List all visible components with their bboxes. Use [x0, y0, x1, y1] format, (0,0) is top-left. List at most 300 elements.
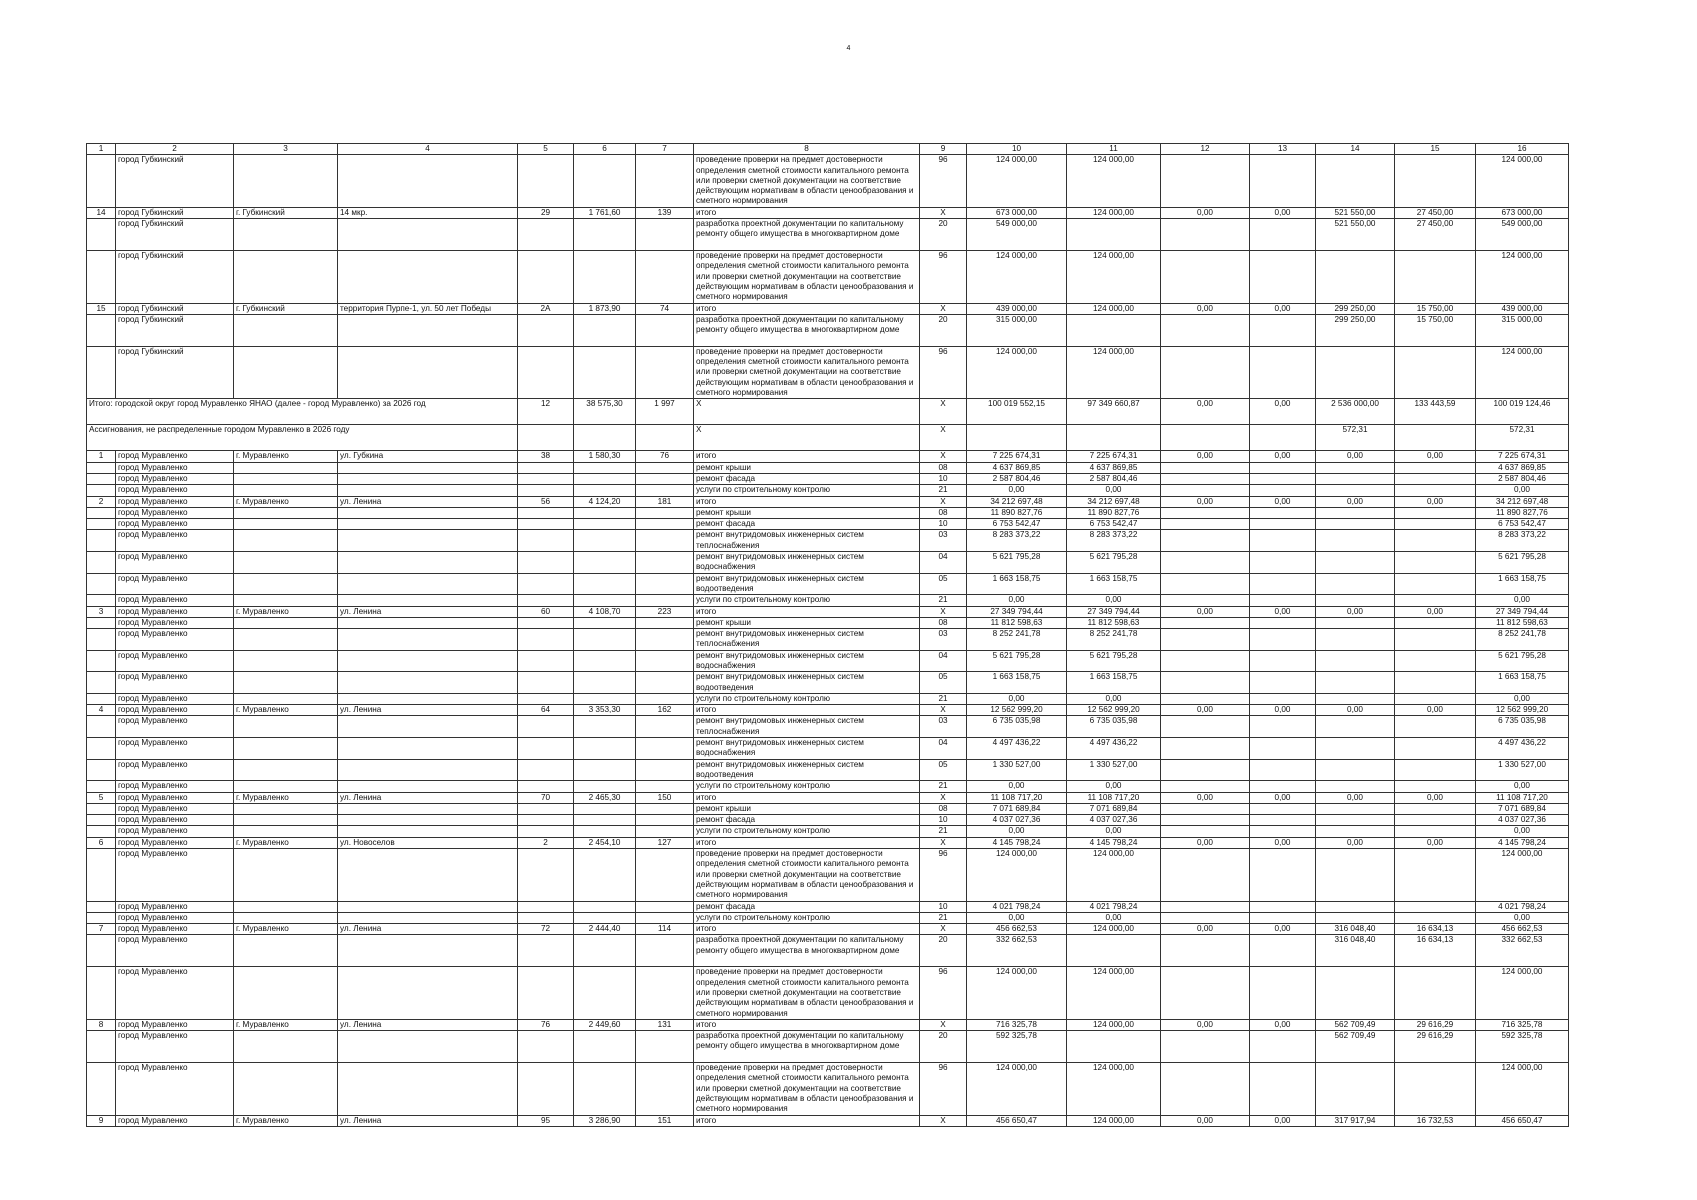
- table-cell: [1250, 826, 1316, 837]
- table-cell: [1250, 485, 1316, 496]
- table-cell: [234, 314, 338, 346]
- table-cell: [87, 650, 116, 672]
- table-cell: город Губкинский: [116, 251, 234, 303]
- table-cell: 0,00: [1395, 496, 1476, 507]
- table-row: [87, 519, 1569, 530]
- table-cell: 0,00: [967, 781, 1067, 792]
- table-cell: [234, 849, 338, 901]
- table-cell: 592 325,78: [967, 1031, 1067, 1063]
- table-cell: 317 917,94: [1316, 1115, 1395, 1126]
- table-cell: 76: [636, 451, 694, 462]
- table-cell: 12 562 999,20: [967, 705, 1067, 716]
- table-row: [87, 473, 1569, 484]
- table-cell: [1161, 519, 1250, 530]
- table-cell: [574, 803, 636, 814]
- table-row: [87, 826, 1569, 837]
- table-cell: 1 330 527,00: [1067, 759, 1161, 781]
- table-cell: 11 812 598,63: [1476, 617, 1569, 628]
- table-cell: г. Муравленко: [234, 1019, 338, 1030]
- table-cell: ремонт фасада: [694, 473, 920, 484]
- table-cell: 162: [636, 705, 694, 716]
- table-cell: [1316, 849, 1395, 901]
- table-cell: [338, 485, 518, 496]
- table-cell: 133 443,59: [1395, 399, 1476, 425]
- table-cell: 0,00: [967, 595, 1067, 606]
- table-cell: [1250, 967, 1316, 1019]
- table-cell: 03: [920, 530, 967, 552]
- table-cell: 2: [518, 837, 574, 848]
- table-cell: 11 890 827,76: [1067, 507, 1161, 518]
- table-cell: итого: [694, 606, 920, 617]
- table-cell: [1316, 629, 1395, 651]
- table-cell: X: [694, 425, 920, 451]
- table-cell: 14 мкр.: [338, 207, 518, 218]
- table-cell: 562 709,49: [1316, 1019, 1395, 1030]
- table-cell: [636, 912, 694, 923]
- table-cell: [574, 815, 636, 826]
- table-cell: [1250, 573, 1316, 595]
- table-cell: 2 587 804,46: [1476, 473, 1569, 484]
- table-cell: 299 250,00: [1316, 314, 1395, 346]
- table-row: [87, 303, 1569, 314]
- table-cell: [1395, 815, 1476, 826]
- table-cell: [1395, 967, 1476, 1019]
- table-cell: город Муравленко: [116, 552, 234, 574]
- table-cell: [1395, 738, 1476, 760]
- table-cell: [1395, 473, 1476, 484]
- table-cell: [636, 519, 694, 530]
- table-cell: [574, 485, 636, 496]
- table-cell: [1250, 693, 1316, 704]
- table-cell: [1395, 693, 1476, 704]
- table-cell: [1161, 1031, 1250, 1063]
- table-cell: 27 349 794,44: [967, 606, 1067, 617]
- table-cell: [1316, 507, 1395, 518]
- table-cell: [518, 595, 574, 606]
- table-cell: город Муравленко: [116, 759, 234, 781]
- table-cell: [1395, 1063, 1476, 1115]
- table-cell: 15 750,00: [1395, 303, 1476, 314]
- table-cell: [234, 507, 338, 518]
- table-row: [87, 1063, 1569, 1115]
- table-cell: [1250, 815, 1316, 826]
- table-cell: X: [920, 1115, 967, 1126]
- table-cell: [1316, 617, 1395, 628]
- table-cell: город Муравленко: [116, 1115, 234, 1126]
- table-cell: [1161, 849, 1250, 901]
- table-cell: 124 000,00: [967, 346, 1067, 398]
- table-cell: итого: [694, 303, 920, 314]
- table-cell: 0,00: [1067, 485, 1161, 496]
- table-cell: [1161, 650, 1250, 672]
- table-cell: ремонт фасада: [694, 815, 920, 826]
- table-cell: [338, 650, 518, 672]
- table-cell: [636, 967, 694, 1019]
- table-cell: 6: [87, 837, 116, 848]
- table-cell: 181: [636, 496, 694, 507]
- table-cell: итого: [694, 496, 920, 507]
- table-row: [87, 573, 1569, 595]
- table-cell: итого: [694, 705, 920, 716]
- table-cell: [636, 901, 694, 912]
- table-cell: [574, 573, 636, 595]
- table-cell: город Муравленко: [116, 606, 234, 617]
- table-row: [87, 705, 1569, 716]
- table-cell: 0,00: [1395, 606, 1476, 617]
- table-cell: город Губкинский: [116, 155, 234, 207]
- table-cell: [1250, 251, 1316, 303]
- table-cell: [234, 650, 338, 672]
- table-cell: [574, 716, 636, 738]
- table-row: [87, 849, 1569, 901]
- table-cell: [518, 693, 574, 704]
- table-cell: 549 000,00: [1476, 219, 1569, 251]
- table-cell: [518, 473, 574, 484]
- table-cell: [1161, 912, 1250, 923]
- table-cell: [518, 849, 574, 901]
- table-cell: 0,00: [1250, 303, 1316, 314]
- column-header: 4: [338, 144, 518, 155]
- table-cell: [234, 912, 338, 923]
- table-cell: [234, 1031, 338, 1063]
- table-cell: 21: [920, 781, 967, 792]
- table-cell: 0,00: [1476, 485, 1569, 496]
- table-cell: [1395, 530, 1476, 552]
- table-cell: город Муравленко: [116, 826, 234, 837]
- table-cell: [1161, 314, 1250, 346]
- table-cell: 456 662,53: [1476, 924, 1569, 935]
- table-cell: город Муравленко: [116, 617, 234, 628]
- table-cell: [87, 781, 116, 792]
- table-cell: проведение проверки на предмет достоверности определения сметной стоимости капитального ремонта или проверки сметной документации на соответствие действующим нормативам в области ценообразования и сметного нормирования: [694, 967, 920, 1019]
- table-row: [87, 617, 1569, 628]
- table-cell: 7: [87, 924, 116, 935]
- table-cell: 151: [636, 1115, 694, 1126]
- table-cell: 7 225 674,31: [1476, 451, 1569, 462]
- table-cell: [574, 935, 636, 967]
- table-cell: 4 497 436,22: [1067, 738, 1161, 760]
- table-cell: [518, 251, 574, 303]
- table-cell: [87, 314, 116, 346]
- table-cell: 6 753 542,47: [1067, 519, 1161, 530]
- table-cell: 15: [87, 303, 116, 314]
- table-cell: 0,00: [1250, 705, 1316, 716]
- table-cell: [1067, 1031, 1161, 1063]
- table-cell: [636, 716, 694, 738]
- table-cell: 4 021 798,24: [1067, 901, 1161, 912]
- table-cell: [1395, 803, 1476, 814]
- table-cell: 15 750,00: [1395, 314, 1476, 346]
- table-cell: [1161, 485, 1250, 496]
- table-cell: [87, 716, 116, 738]
- table-cell: 0,00: [1161, 1115, 1250, 1126]
- table-row: [87, 507, 1569, 518]
- table-cell: [1316, 1063, 1395, 1115]
- table-cell: [636, 826, 694, 837]
- table-cell: 03: [920, 629, 967, 651]
- table-cell: 4 637 869,85: [967, 462, 1067, 473]
- table-cell: 20: [920, 314, 967, 346]
- table-cell: 16 634,13: [1395, 935, 1476, 967]
- table-cell: [574, 473, 636, 484]
- table-cell: ремонт крыши: [694, 462, 920, 473]
- table-cell: [1316, 573, 1395, 595]
- summary-label: Ассигнования, не распределенные городом Муравленко в 2026 году: [87, 425, 518, 451]
- table-cell: [574, 346, 636, 398]
- table-cell: [574, 507, 636, 518]
- table-cell: 6 735 035,98: [1067, 716, 1161, 738]
- table-cell: 1 761,60: [574, 207, 636, 218]
- table-cell: 16 634,13: [1395, 924, 1476, 935]
- table-cell: 11 812 598,63: [1067, 617, 1161, 628]
- table-cell: 124 000,00: [1476, 155, 1569, 207]
- table-cell: 7 071 689,84: [1476, 803, 1569, 814]
- table-cell: [234, 935, 338, 967]
- table-cell: 8 252 241,78: [1476, 629, 1569, 651]
- table-cell: [234, 672, 338, 694]
- table-cell: ул. Ленина: [338, 496, 518, 507]
- table-cell: 27 349 794,44: [1067, 606, 1161, 617]
- table-cell: [87, 530, 116, 552]
- table-cell: 124 000,00: [1067, 967, 1161, 1019]
- table-cell: 0,00: [1250, 451, 1316, 462]
- table-row: [87, 935, 1569, 967]
- table-cell: город Муравленко: [116, 462, 234, 473]
- table-cell: 0,00: [1250, 837, 1316, 848]
- table-cell: [1395, 155, 1476, 207]
- table-cell: [87, 935, 116, 967]
- table-cell: [87, 617, 116, 628]
- column-header: 15: [1395, 144, 1476, 155]
- table-cell: [234, 519, 338, 530]
- table-cell: [1395, 507, 1476, 518]
- table-cell: [1316, 738, 1395, 760]
- table-cell: 60: [518, 606, 574, 617]
- table-cell: [574, 552, 636, 574]
- table-cell: город Муравленко: [116, 815, 234, 826]
- table-cell: [518, 815, 574, 826]
- table-cell: 21: [920, 826, 967, 837]
- table-cell: 439 000,00: [1476, 303, 1569, 314]
- table-cell: город Муравленко: [116, 849, 234, 901]
- table-cell: [1395, 912, 1476, 923]
- table-cell: [338, 759, 518, 781]
- table-cell: 124 000,00: [1067, 251, 1161, 303]
- table-cell: 76: [518, 1019, 574, 1030]
- table-cell: [1395, 672, 1476, 694]
- table-cell: 2: [87, 496, 116, 507]
- table-cell: проведение проверки на предмет достоверности определения сметной стоимости капитального ремонта или проверки сметной документации на соответствие действующим нормативам в области ценообразования и сметного нормирования: [694, 849, 920, 901]
- table-row: [87, 219, 1569, 251]
- table-cell: [1250, 346, 1316, 398]
- table-cell: [234, 629, 338, 651]
- table-cell: 0,00: [967, 485, 1067, 496]
- table-cell: [1067, 314, 1161, 346]
- table-cell: ремонт крыши: [694, 507, 920, 518]
- table-cell: 124 000,00: [1476, 967, 1569, 1019]
- table-cell: ремонт внутридомовых инженерных систем теплоснабжения: [694, 716, 920, 738]
- table-cell: 0,00: [1316, 606, 1395, 617]
- table-cell: [574, 781, 636, 792]
- table-cell: [518, 155, 574, 207]
- table-cell: [518, 425, 574, 451]
- table-cell: [1395, 901, 1476, 912]
- table-cell: 0,00: [1161, 399, 1250, 425]
- table-cell: [636, 738, 694, 760]
- table-cell: [574, 901, 636, 912]
- table-cell: [636, 1063, 694, 1115]
- table-cell: 2 587 804,46: [967, 473, 1067, 484]
- table-row: [87, 462, 1569, 473]
- table-cell: X: [920, 207, 967, 218]
- table-cell: 456 650,47: [1476, 1115, 1569, 1126]
- table-cell: [1250, 507, 1316, 518]
- table-row: [87, 759, 1569, 781]
- table-row: [87, 1031, 1569, 1063]
- table-cell: 08: [920, 803, 967, 814]
- table-row: [87, 425, 1569, 451]
- table-cell: [1161, 672, 1250, 694]
- table-cell: 0,00: [1395, 837, 1476, 848]
- table-cell: [518, 803, 574, 814]
- table-cell: [1316, 155, 1395, 207]
- table-cell: 20: [920, 1031, 967, 1063]
- table-cell: [87, 251, 116, 303]
- table-cell: [1395, 716, 1476, 738]
- table-cell: 0,00: [1395, 792, 1476, 803]
- table-cell: [234, 901, 338, 912]
- table-cell: 08: [920, 507, 967, 518]
- table-cell: [636, 507, 694, 518]
- table-cell: [234, 738, 338, 760]
- table-cell: [1395, 595, 1476, 606]
- table-cell: 96: [920, 967, 967, 1019]
- column-header: 5: [518, 144, 574, 155]
- table-cell: 0,00: [967, 826, 1067, 837]
- table-cell: 223: [636, 606, 694, 617]
- table-cell: 1 663 158,75: [1067, 573, 1161, 595]
- table-cell: [1316, 552, 1395, 574]
- table-cell: 0,00: [1067, 826, 1161, 837]
- table-cell: 11 108 717,20: [967, 792, 1067, 803]
- budget-table: [86, 143, 1569, 1127]
- table-cell: [234, 219, 338, 251]
- table-cell: 12 562 999,20: [1067, 705, 1161, 716]
- table-cell: 0,00: [1250, 924, 1316, 935]
- table-cell: [87, 473, 116, 484]
- table-cell: город Муравленко: [116, 1031, 234, 1063]
- table-cell: [636, 1031, 694, 1063]
- table-cell: 1 663 158,75: [967, 573, 1067, 595]
- table-cell: [574, 595, 636, 606]
- table-cell: [1161, 716, 1250, 738]
- table-cell: 127: [636, 837, 694, 848]
- table-cell: [518, 617, 574, 628]
- table-cell: [636, 485, 694, 496]
- table-cell: [338, 595, 518, 606]
- table-cell: [518, 485, 574, 496]
- table-row: [87, 552, 1569, 574]
- table-cell: [338, 519, 518, 530]
- table-cell: ремонт внутридомовых инженерных систем водоснабжения: [694, 650, 920, 672]
- table-cell: 1 663 158,75: [1476, 573, 1569, 595]
- table-cell: 2 449,60: [574, 1019, 636, 1030]
- table-cell: [234, 346, 338, 398]
- table-cell: г. Муравленко: [234, 837, 338, 848]
- table-cell: [574, 219, 636, 251]
- table-cell: 34 212 697,48: [1476, 496, 1569, 507]
- table-cell: город Губкинский: [116, 303, 234, 314]
- table-cell: [1395, 425, 1476, 451]
- table-cell: 0,00: [1161, 451, 1250, 462]
- table-cell: проведение проверки на предмет достоверности определения сметной стоимости капитального ремонта или проверки сметной документации на соответствие действующим нормативам в области ценообразования и сметного нормирования: [694, 155, 920, 207]
- table-cell: город Муравленко: [116, 485, 234, 496]
- table-row: [87, 781, 1569, 792]
- table-cell: [636, 314, 694, 346]
- column-header: 16: [1476, 144, 1569, 155]
- table-cell: [1316, 912, 1395, 923]
- table-cell: [518, 967, 574, 1019]
- table-cell: [1250, 672, 1316, 694]
- table-cell: 21: [920, 693, 967, 704]
- table-cell: [1316, 781, 1395, 792]
- table-cell: ул. Ленина: [338, 792, 518, 803]
- table-cell: [338, 738, 518, 760]
- table-cell: [338, 781, 518, 792]
- table-cell: ремонт внутридомовых инженерных систем водоотведения: [694, 672, 920, 694]
- table-cell: разработка проектной документации по капитальному ремонту общего имущества в многоквартирном доме: [694, 219, 920, 251]
- table-cell: 439 000,00: [967, 303, 1067, 314]
- table-row: [87, 1019, 1569, 1030]
- table-cell: 0,00: [1395, 451, 1476, 462]
- table-cell: [1316, 650, 1395, 672]
- table-row: [87, 967, 1569, 1019]
- table-cell: 21: [920, 595, 967, 606]
- table-cell: 315 000,00: [1476, 314, 1569, 346]
- table-cell: [87, 155, 116, 207]
- table-cell: город Муравленко: [116, 967, 234, 1019]
- table-cell: [1161, 251, 1250, 303]
- table-cell: услуги по строительному контролю: [694, 595, 920, 606]
- table-cell: город Муравленко: [116, 912, 234, 923]
- table-cell: [574, 912, 636, 923]
- table-cell: 716 325,78: [967, 1019, 1067, 1030]
- table-cell: [1395, 573, 1476, 595]
- table-cell: ремонт внутридомовых инженерных систем водоснабжения: [694, 552, 920, 574]
- table-cell: город Муравленко: [116, 496, 234, 507]
- table-cell: [1161, 967, 1250, 1019]
- table-cell: 0,00: [967, 693, 1067, 704]
- table-cell: ул. Новоселов: [338, 837, 518, 848]
- table-cell: 0,00: [1161, 496, 1250, 507]
- table-cell: итого: [694, 207, 920, 218]
- table-cell: 100 019 124,46: [1476, 399, 1569, 425]
- table-row: [87, 803, 1569, 814]
- table-cell: 21: [920, 485, 967, 496]
- table-cell: [1395, 629, 1476, 651]
- table-cell: 673 000,00: [967, 207, 1067, 218]
- table-cell: разработка проектной документации по капитальному ремонту общего имущества в многоквартирном доме: [694, 1031, 920, 1063]
- table-cell: город Губкинский: [116, 314, 234, 346]
- table-cell: [87, 815, 116, 826]
- table-cell: [234, 759, 338, 781]
- table-cell: [636, 425, 694, 451]
- table-cell: [574, 759, 636, 781]
- table-cell: [1161, 425, 1250, 451]
- table-cell: 4 037 027,36: [967, 815, 1067, 826]
- table-cell: 96: [920, 849, 967, 901]
- table-cell: 0,00: [1250, 496, 1316, 507]
